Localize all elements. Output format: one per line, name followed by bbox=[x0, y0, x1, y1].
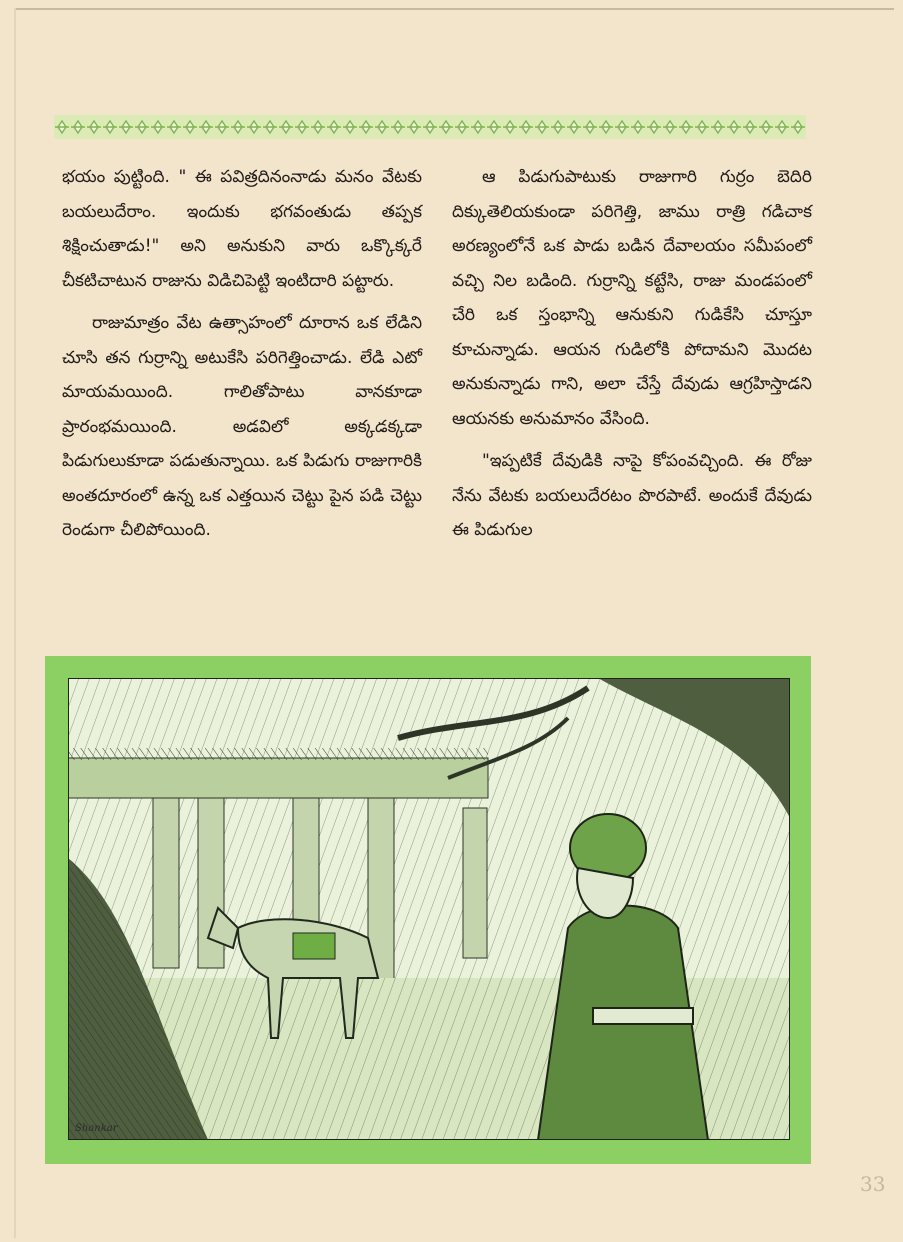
ornament-motif bbox=[775, 121, 789, 133]
ornament-motif bbox=[567, 121, 581, 133]
ornament-motif bbox=[343, 121, 357, 133]
ornament-motif bbox=[375, 121, 389, 133]
ornament-motif bbox=[135, 121, 149, 133]
paragraph: "ఇప్పటికే దేవుడికి నాపై కోపంవచ్చింది. ఈ రోజు నేను వేటకు బయలుదేరటం పొరపాటే. అందుకే దేవుడు ఈ పిడుగుల bbox=[452, 451, 812, 540]
ornament-motif bbox=[215, 121, 229, 133]
ornament-motif bbox=[359, 121, 373, 133]
ornament-motif bbox=[535, 121, 549, 133]
paragraph: భయం పుట్టింది. " ఈ పవిత్రదినంనాడు మనం వేటకు బయలుదేరాం. ఇందుకు భగవంతుడు తప్పక శిక్షించుతాడు!" అని అనుకుని వారు ఒక్కొక్కరే చీకటిచాటున రాజును విడిచిపెట్టి ఇంటిదారి పట్టారు. bbox=[62, 167, 422, 291]
ornament-pattern bbox=[54, 115, 806, 139]
ornament-motif bbox=[103, 121, 117, 133]
ornament-motif bbox=[583, 121, 597, 133]
ornament-motif bbox=[631, 121, 645, 133]
ornament-motif bbox=[151, 121, 165, 133]
ornament-motif bbox=[279, 121, 293, 133]
ornament-motif bbox=[551, 121, 565, 133]
ornament-motif bbox=[695, 121, 709, 133]
artist-signature: Shankar bbox=[75, 1123, 118, 1134]
ornament-motif bbox=[311, 121, 325, 133]
ornament-motif bbox=[423, 121, 437, 133]
illustration-frame bbox=[45, 656, 811, 1164]
ornament-motif bbox=[679, 121, 693, 133]
text-column-right bbox=[452, 160, 812, 548]
ornament-motif bbox=[727, 121, 741, 133]
ornament-motif bbox=[263, 121, 277, 133]
ornament-motif bbox=[647, 121, 661, 133]
text-column-left bbox=[62, 160, 422, 548]
ornament-motif bbox=[487, 121, 501, 133]
paragraph: రాజుమాత్రం వేట ఉత్సాహంలో దూరాన ఒక లేడిని చూసి తన గుర్రాన్ని అటుకేసి పరిగెత్తించాడు. లేడి ఎటో మాయమయింది. గాలితోపాటు వానకూడా ప్రారంభమయింది. అడవిలో అక్కడక్కడా పిడుగులుకూడా పడుతున్నాయి. ఒక పిడుగు రాజుగారికి అంతదూరంలో ఉన్న ఒక ఎత్తయిన చెట్టు పైన పడి చెట్టు రెండుగా చీలిపోయింది. bbox=[62, 313, 422, 540]
ornament-motif bbox=[455, 121, 469, 133]
page-top-edge bbox=[14, 8, 894, 10]
illustration-temple-horse-king bbox=[68, 678, 790, 1140]
ornament-motif bbox=[295, 121, 309, 133]
ornament-motif bbox=[167, 121, 181, 133]
ornament-motif bbox=[759, 121, 773, 133]
ornament-motif bbox=[87, 121, 101, 133]
ornament-motif bbox=[407, 121, 421, 133]
ornament-motif bbox=[55, 121, 69, 133]
ornament-motif bbox=[599, 121, 613, 133]
page-number: 33 bbox=[860, 1172, 886, 1196]
ornament-motif bbox=[471, 121, 485, 133]
ornament-motif bbox=[711, 121, 725, 133]
ornament-motif bbox=[183, 121, 197, 133]
ornament-motif bbox=[327, 121, 341, 133]
paragraph: ఆ పిడుగుపాటుకు రాజుగారి గుర్రం బెదిరి దిక్కుతెలియకుండా పరిగెత్తి, జాము రాత్రి గడిచాక అరణ్యంలోనే ఒక పాడు బడిన దేవాలయం సమీపంలో వచ్చి నిల బడింది. గుర్రాన్ని కట్టేసి, రాజు మండపంలో చేరి ఒక స్తంభాన్ని ఆనుకుని గుడికేసి చూస్తూ కూచున్నాడు. ఆయన గుడిలోకి పోదామని మొదట అనుకున్నాడు గాని, అలా చేస్తే దేవుడు ఆగ్రహిస్తాడని ఆయనకు అనుమానం వేసింది. bbox=[452, 167, 812, 429]
ornament-motif bbox=[519, 121, 533, 133]
ornament-motif bbox=[231, 121, 245, 133]
ornament-motif bbox=[791, 121, 805, 133]
ornament-band bbox=[54, 115, 806, 139]
ornament-motif bbox=[391, 121, 405, 133]
ornament-motif bbox=[615, 121, 629, 133]
ornament-motif bbox=[247, 121, 261, 133]
ornament-motif bbox=[119, 121, 133, 133]
page-left-edge bbox=[14, 8, 16, 1238]
ornament-motif bbox=[743, 121, 757, 133]
ornament-motif bbox=[199, 121, 213, 133]
ornament-motif bbox=[439, 121, 453, 133]
ornament-motif bbox=[71, 121, 85, 133]
ornament-motif bbox=[663, 121, 677, 133]
ornament-motif bbox=[503, 121, 517, 133]
